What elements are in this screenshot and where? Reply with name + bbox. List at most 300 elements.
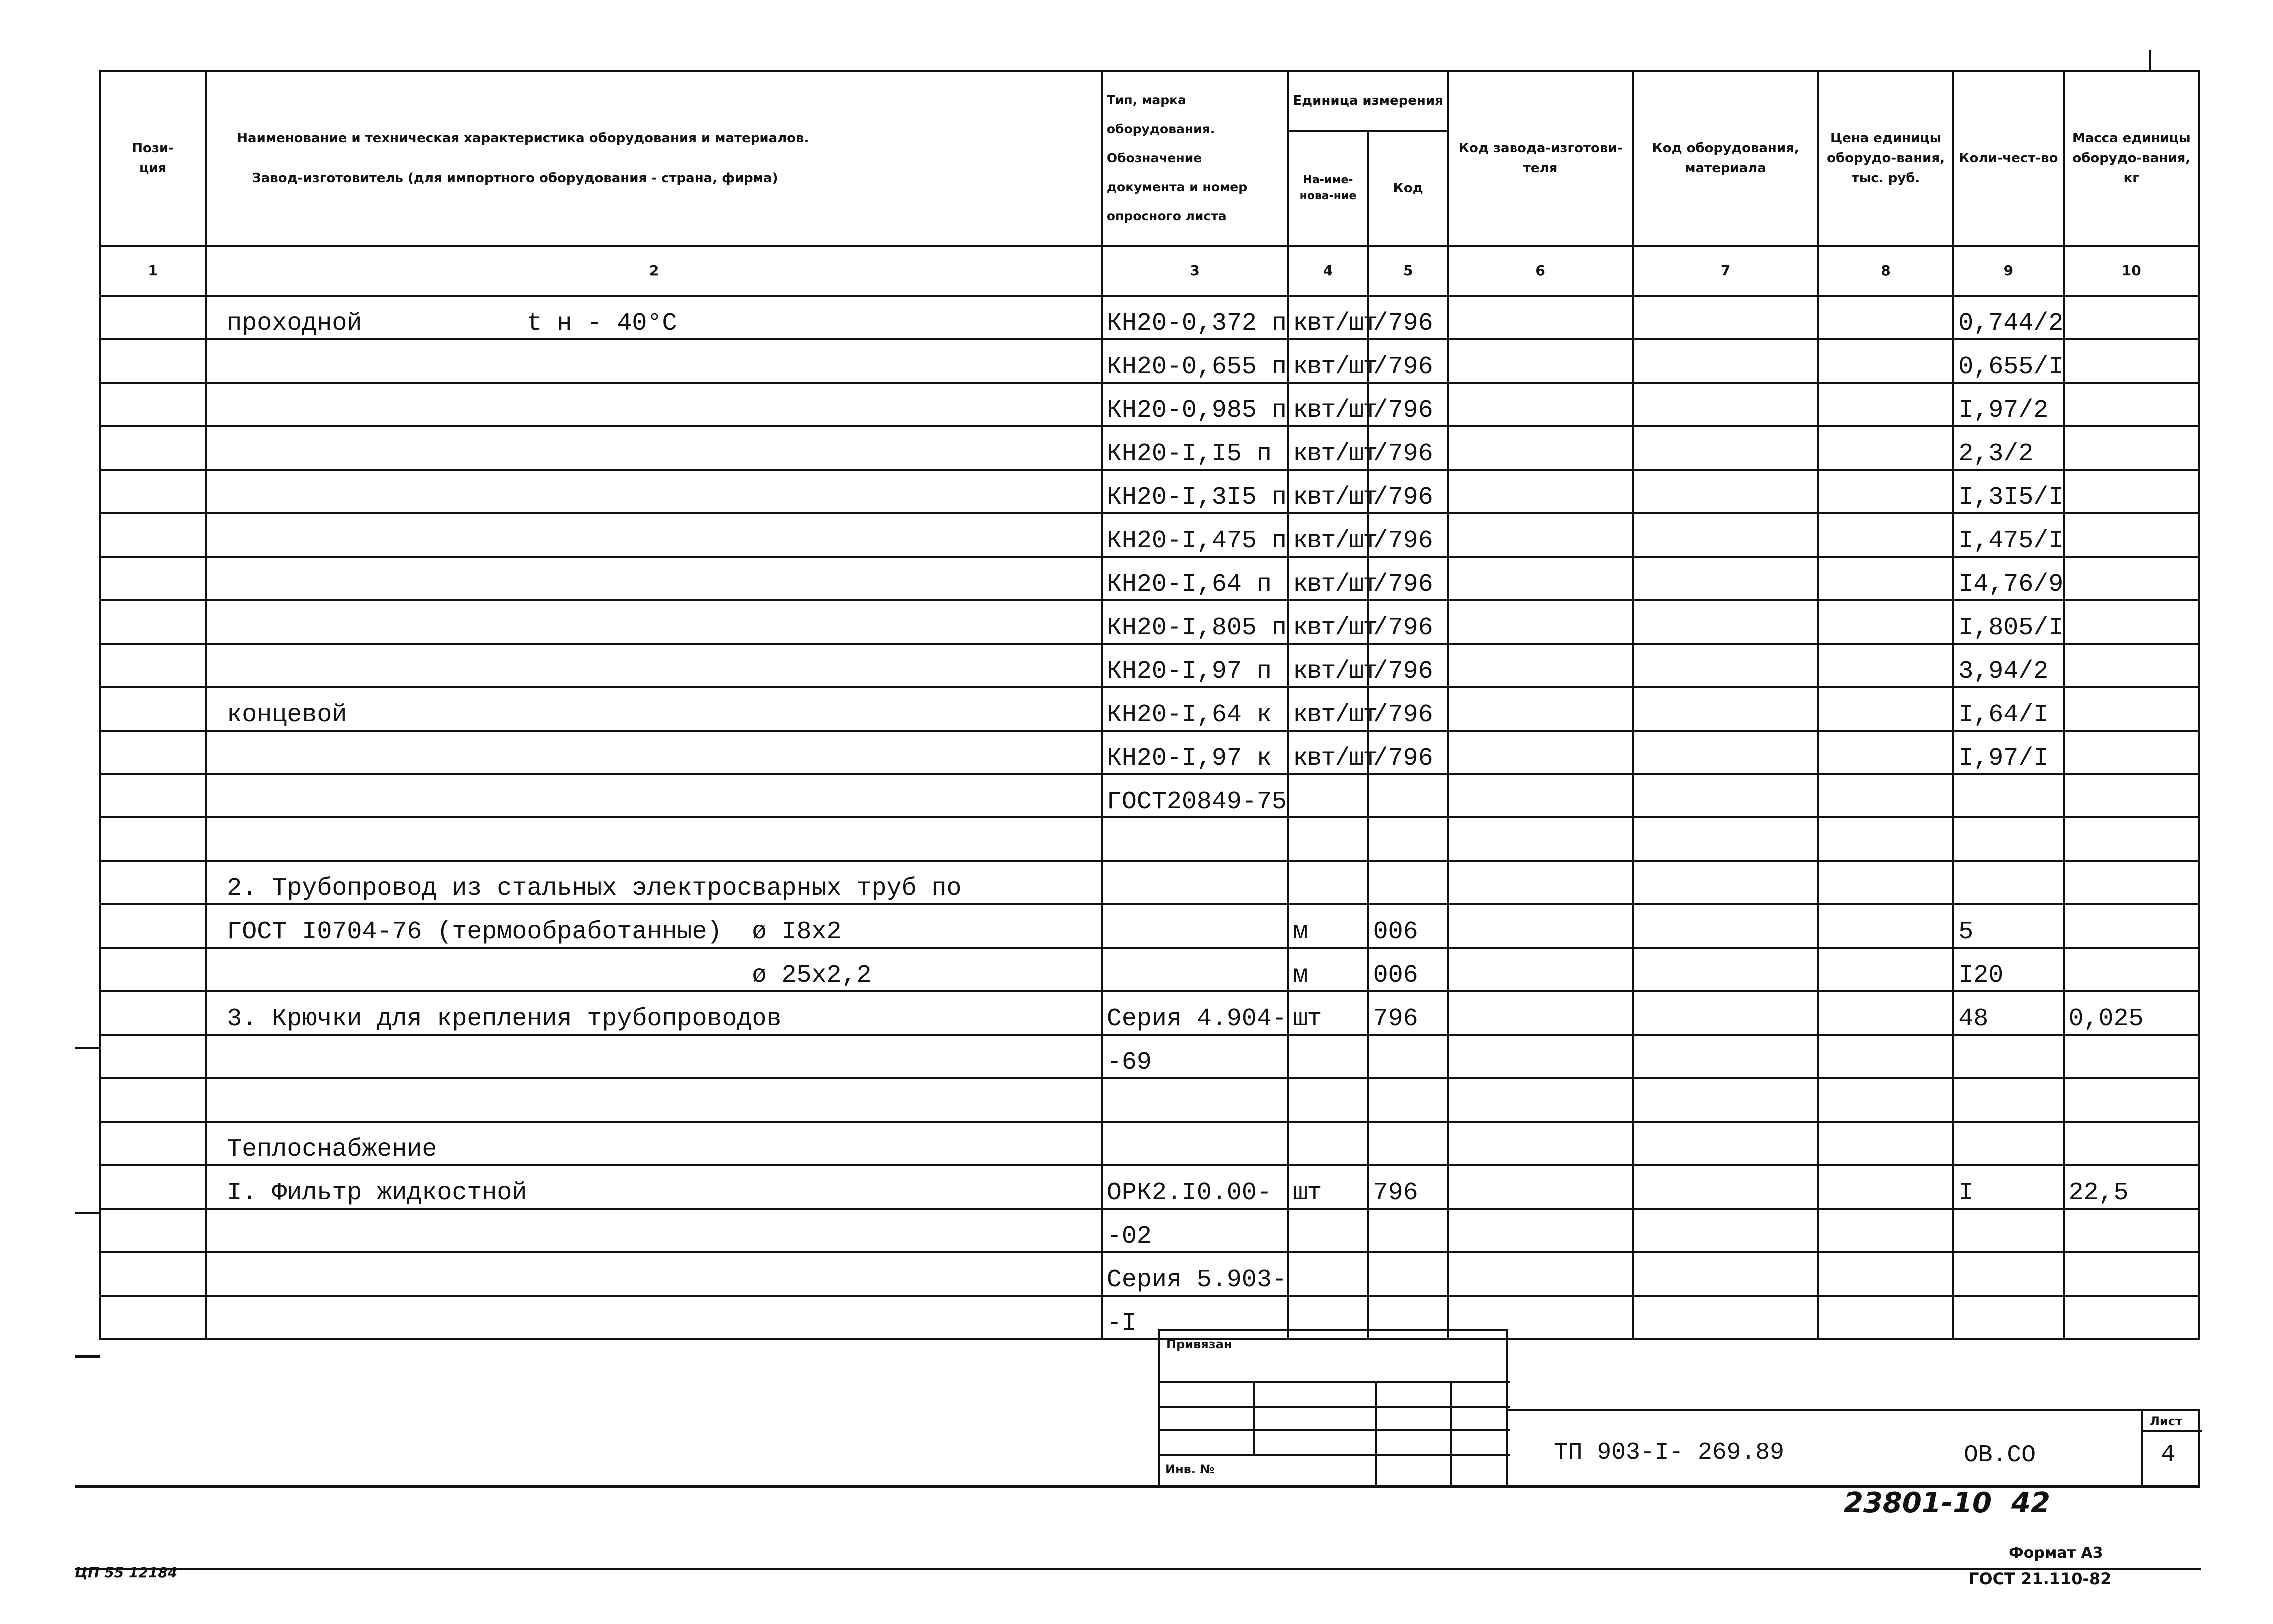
equipment-code-cell <box>1633 426 1818 470</box>
unit-cell: квт/шт <box>1288 557 1368 600</box>
type-cell <box>1102 1078 1288 1122</box>
unit-code-cell: /796 <box>1368 339 1448 383</box>
type-cell: КН20-0,372 п <box>1102 296 1288 339</box>
header-unit-code: Код <box>1368 131 1448 246</box>
equipment-code-cell <box>1633 600 1818 644</box>
quantity-cell: I4,76/9 <box>1953 557 2063 600</box>
unit-cell: квт/шт <box>1288 687 1368 731</box>
quantity-cell: 3,94/2 <box>1953 644 2063 687</box>
price-cell <box>1818 774 1953 817</box>
quantity-cell <box>1953 1252 2063 1296</box>
unit-code-cell <box>1368 1035 1448 1078</box>
mass-cell <box>2064 1209 2199 1252</box>
quantity-cell: I,475/I <box>1953 513 2063 557</box>
price-cell <box>1818 600 1953 644</box>
factory-code-cell <box>1448 731 1633 774</box>
table-row <box>100 731 2199 774</box>
side-tick <box>75 1212 100 1214</box>
stamp-line <box>1253 1381 1255 1456</box>
unit-code-cell: /796 <box>1368 296 1448 339</box>
unit-code-cell: /796 <box>1368 426 1448 470</box>
table-row <box>100 1078 2199 1122</box>
equipment-code-cell <box>1633 774 1818 817</box>
footer-line <box>75 1568 2201 1570</box>
position-cell <box>100 426 206 470</box>
type-cell: ГОСТ20849-75 <box>1102 774 1288 817</box>
header-quantity: Коли-чест-во <box>1953 71 2063 246</box>
equipment-code-cell <box>1633 1165 1818 1209</box>
name-cell <box>206 383 1102 426</box>
equipment-code-cell <box>1633 904 1818 948</box>
unit-cell: шт <box>1288 991 1368 1035</box>
stamp-line <box>1160 1454 1510 1456</box>
equipment-code-cell <box>1633 339 1818 383</box>
stamp-line <box>1375 1381 1377 1488</box>
column-number-row <box>100 246 2199 296</box>
mass-cell <box>2064 731 2199 774</box>
type-cell <box>1102 904 1288 948</box>
side-tick <box>75 1355 100 1358</box>
column-number: 4 <box>1288 246 1368 296</box>
position-cell <box>100 557 206 600</box>
position-cell <box>100 470 206 513</box>
equipment-code-cell <box>1633 1035 1818 1078</box>
corner-mark <box>2149 50 2151 70</box>
mass-cell <box>2064 1122 2199 1165</box>
factory-code-cell <box>1448 1165 1633 1209</box>
price-cell <box>1818 1209 1953 1252</box>
position-cell <box>100 948 206 991</box>
mass-cell <box>2064 1078 2199 1122</box>
sheet-box-line <box>2143 1430 2202 1432</box>
factory-code-cell <box>1448 426 1633 470</box>
quantity-cell: I20 <box>1953 948 2063 991</box>
table-row <box>100 991 2199 1035</box>
column-number: 7 <box>1633 246 1818 296</box>
sheet-number: 4 <box>2161 1441 2175 1468</box>
table-row <box>100 557 2199 600</box>
type-cell <box>1102 948 1288 991</box>
factory-code-cell <box>1448 600 1633 644</box>
name-cell <box>206 426 1102 470</box>
position-cell <box>100 1252 206 1296</box>
mass-cell <box>2064 470 2199 513</box>
name-cell: I. Фильтр жидкостной <box>206 1165 1102 1209</box>
name-cell <box>206 817 1102 861</box>
type-cell: -02 <box>1102 1209 1288 1252</box>
quantity-cell <box>1953 774 2063 817</box>
position-cell <box>100 1122 206 1165</box>
unit-cell: квт/шт <box>1288 339 1368 383</box>
equipment-code-cell <box>1633 991 1818 1035</box>
price-cell <box>1818 817 1953 861</box>
price-cell <box>1818 1122 1953 1165</box>
factory-code-cell <box>1448 513 1633 557</box>
type-cell: КН20-I,805 п <box>1102 600 1288 644</box>
quantity-cell <box>1953 817 2063 861</box>
unit-code-cell: /796 <box>1368 470 1448 513</box>
stamp-line <box>1160 1406 1510 1408</box>
unit-code-cell <box>1368 817 1448 861</box>
price-cell <box>1818 861 1953 904</box>
document-code: ТП 903-I- 269.89 <box>1554 1439 1784 1466</box>
name-cell <box>206 774 1102 817</box>
factory-code-cell <box>1448 644 1633 687</box>
position-cell <box>100 339 206 383</box>
column-number: 3 <box>1102 246 1288 296</box>
column-number: 1 <box>100 246 206 296</box>
unit-code-cell: 006 <box>1368 948 1448 991</box>
position-cell <box>100 1209 206 1252</box>
header-price: Цена единицы оборудо-вания, тыс. руб. <box>1818 71 1953 246</box>
quantity-cell <box>1953 861 2063 904</box>
price-cell <box>1818 687 1953 731</box>
name-cell: ø 25x2,2 <box>206 948 1102 991</box>
type-cell <box>1102 817 1288 861</box>
mass-cell <box>2064 1252 2199 1296</box>
stamp-line <box>1160 1381 1510 1383</box>
quantity-cell <box>1953 1296 2063 1339</box>
table-row <box>100 600 2199 644</box>
unit-cell <box>1288 1122 1368 1165</box>
unit-cell: квт/шт <box>1288 426 1368 470</box>
equipment-code-cell <box>1633 687 1818 731</box>
name-cell <box>206 557 1102 600</box>
mass-cell <box>2064 339 2199 383</box>
unit-code-cell <box>1368 1209 1448 1252</box>
mass-cell <box>2064 1296 2199 1339</box>
price-cell <box>1818 904 1953 948</box>
unit-cell <box>1288 861 1368 904</box>
position-cell <box>100 383 206 426</box>
mass-cell: 22,5 <box>2064 1165 2199 1209</box>
unit-code-cell: /796 <box>1368 687 1448 731</box>
price-cell <box>1818 513 1953 557</box>
left-margin-line <box>75 1485 105 1488</box>
unit-code-cell: 796 <box>1368 991 1448 1035</box>
factory-code-cell <box>1448 991 1633 1035</box>
equipment-code-cell <box>1633 1252 1818 1296</box>
equipment-code-cell <box>1633 948 1818 991</box>
unit-code-cell: /796 <box>1368 731 1448 774</box>
price-cell <box>1818 644 1953 687</box>
mass-cell <box>2064 1035 2199 1078</box>
unit-cell <box>1288 1035 1368 1078</box>
table-row <box>100 339 2199 383</box>
equipment-code-cell <box>1633 513 1818 557</box>
unit-code-cell <box>1368 1122 1448 1165</box>
type-cell: КН20-I,97 п <box>1102 644 1288 687</box>
factory-code-cell <box>1448 339 1633 383</box>
position-cell <box>100 1296 206 1339</box>
quantity-cell <box>1953 1078 2063 1122</box>
price-cell <box>1818 339 1953 383</box>
price-cell <box>1818 1165 1953 1209</box>
unit-code-cell: /796 <box>1368 600 1448 644</box>
position-cell <box>100 817 206 861</box>
header-type: Тип, марка оборудования. Обозначение документа и номер опросного листа <box>1102 71 1288 246</box>
stamp-line <box>1450 1381 1452 1488</box>
mass-cell <box>2064 948 2199 991</box>
type-cell: Серия 4.904- <box>1102 991 1288 1035</box>
price-cell <box>1818 296 1953 339</box>
quantity-cell: 5 <box>1953 904 2063 948</box>
equipment-code-cell <box>1633 557 1818 600</box>
mass-cell <box>2064 817 2199 861</box>
table-row <box>100 861 2199 904</box>
quantity-cell: 2,3/2 <box>1953 426 2063 470</box>
factory-code-cell <box>1448 861 1633 904</box>
equipment-code-cell <box>1633 644 1818 687</box>
column-number: 6 <box>1448 246 1633 296</box>
price-cell <box>1818 991 1953 1035</box>
equipment-code-cell <box>1633 470 1818 513</box>
name-cell <box>206 1209 1102 1252</box>
header-name-line1: Наименование и техническая характеристика оборудования и материалов. <box>237 131 809 146</box>
price-cell <box>1818 1035 1953 1078</box>
mass-cell <box>2064 687 2199 731</box>
price-cell <box>1818 1078 1953 1122</box>
type-cell: -I <box>1102 1296 1288 1339</box>
type-cell: КН20-I,64 п <box>1102 557 1288 600</box>
mass-cell <box>2064 296 2199 339</box>
table-row <box>100 948 2199 991</box>
archive-number: 23801-10 42 <box>1844 1487 2050 1519</box>
factory-code-cell <box>1448 296 1633 339</box>
mass-cell: 0,025 <box>2064 991 2199 1035</box>
quantity-cell: 48 <box>1953 991 2063 1035</box>
table-row <box>100 1122 2199 1165</box>
position-cell <box>100 1165 206 1209</box>
table-row <box>100 817 2199 861</box>
equipment-code-cell <box>1633 731 1818 774</box>
mass-cell <box>2064 644 2199 687</box>
unit-cell <box>1288 774 1368 817</box>
factory-code-cell <box>1448 774 1633 817</box>
mass-cell <box>2064 774 2199 817</box>
quantity-cell: I,64/I <box>1953 687 2063 731</box>
sheet-number-box <box>2141 1409 2200 1488</box>
type-cell: КН20-I,475 п <box>1102 513 1288 557</box>
table-row <box>100 774 2199 817</box>
table-row <box>100 1035 2199 1078</box>
table-row <box>100 1165 2199 1209</box>
position-cell <box>100 904 206 948</box>
quantity-cell <box>1953 1122 2063 1165</box>
unit-cell: квт/шт <box>1288 296 1368 339</box>
type-cell: -69 <box>1102 1035 1288 1078</box>
print-code: ЦП 55 12184 <box>75 1564 178 1581</box>
factory-code-cell <box>1448 817 1633 861</box>
name-cell <box>206 513 1102 557</box>
name-cell <box>206 339 1102 383</box>
factory-code-cell <box>1448 687 1633 731</box>
equipment-code-cell <box>1633 817 1818 861</box>
price-cell <box>1818 383 1953 426</box>
unit-code-cell: /796 <box>1368 644 1448 687</box>
table-row <box>100 687 2199 731</box>
unit-cell <box>1288 817 1368 861</box>
price-cell <box>1818 557 1953 600</box>
quantity-cell <box>1953 1209 2063 1252</box>
table-row <box>100 513 2199 557</box>
stamp-line <box>1160 1429 1510 1431</box>
position-cell <box>100 731 206 774</box>
factory-code-cell <box>1448 904 1633 948</box>
equipment-code-cell <box>1633 1209 1818 1252</box>
table-row <box>100 644 2199 687</box>
quantity-cell <box>1953 1035 2063 1078</box>
header-unit-group: Единица измерения <box>1288 71 1448 131</box>
unit-code-cell: /796 <box>1368 513 1448 557</box>
factory-code-cell <box>1448 557 1633 600</box>
table-row <box>100 1252 2199 1296</box>
factory-code-cell <box>1448 1209 1633 1252</box>
unit-cell: квт/шт <box>1288 383 1368 426</box>
position-cell <box>100 600 206 644</box>
unit-code-cell: 006 <box>1368 904 1448 948</box>
specification-table <box>99 70 2200 1340</box>
header-equipment-code: Код оборудования, материала <box>1633 71 1818 246</box>
unit-code-cell <box>1368 1252 1448 1296</box>
name-cell: 3. Крючки для крепления трубопроводов <box>206 991 1102 1035</box>
stamp-privyazan-box <box>1158 1329 1508 1488</box>
quantity-cell: I,97/I <box>1953 731 2063 774</box>
mass-cell <box>2064 426 2199 470</box>
name-cell <box>206 644 1102 687</box>
table-row <box>100 383 2199 426</box>
equipment-code-cell <box>1633 1122 1818 1165</box>
table-row <box>100 426 2199 470</box>
gost-label: ГОСТ 21.110-82 <box>1969 1569 2112 1588</box>
unit-code-cell: 796 <box>1368 1165 1448 1209</box>
position-cell <box>100 644 206 687</box>
column-number: 8 <box>1818 246 1953 296</box>
position-cell <box>100 1035 206 1078</box>
type-cell: КН20-I,64 к <box>1102 687 1288 731</box>
type-cell: КН20-I,97 к <box>1102 731 1288 774</box>
unit-code-cell <box>1368 861 1448 904</box>
header-name <box>206 71 1102 246</box>
unit-code-cell: /796 <box>1368 383 1448 426</box>
privyazan-label: Привязан <box>1166 1337 1232 1351</box>
type-cell: КН20-I,I5 п <box>1102 426 1288 470</box>
name-cell <box>206 470 1102 513</box>
price-cell <box>1818 948 1953 991</box>
position-cell <box>100 687 206 731</box>
type-cell <box>1102 1122 1288 1165</box>
mass-cell <box>2064 513 2199 557</box>
table-row <box>100 1296 2199 1339</box>
document-mark: ОВ.СО <box>1964 1442 2036 1469</box>
factory-code-cell <box>1448 470 1633 513</box>
table-row <box>100 904 2199 948</box>
table-row <box>100 1209 2199 1252</box>
name-cell: концевой <box>206 687 1102 731</box>
format-label: Формат А3 <box>2009 1544 2103 1562</box>
side-tick <box>75 1047 100 1049</box>
price-cell <box>1818 1296 1953 1339</box>
unit-code-cell <box>1368 774 1448 817</box>
table-row <box>100 296 2199 339</box>
price-cell <box>1818 731 1953 774</box>
mass-cell <box>2064 557 2199 600</box>
equipment-code-cell <box>1633 1296 1818 1339</box>
unit-cell <box>1288 1209 1368 1252</box>
type-cell: КН20-0,985 п <box>1102 383 1288 426</box>
quantity-cell: I,97/2 <box>1953 383 2063 426</box>
factory-code-cell <box>1448 1252 1633 1296</box>
position-cell <box>100 1078 206 1122</box>
unit-cell: квт/шт <box>1288 470 1368 513</box>
price-cell <box>1818 426 1953 470</box>
unit-code-cell: /796 <box>1368 557 1448 600</box>
header-name-line2: Завод-изготовитель (для импортного оборудования - страна, фирма) <box>252 171 778 186</box>
position-cell <box>100 861 206 904</box>
inv-no-label: Инв. № <box>1165 1462 1215 1476</box>
unit-cell: квт/шт <box>1288 644 1368 687</box>
factory-code-cell <box>1448 948 1633 991</box>
quantity-cell: I,3I5/I <box>1953 470 2063 513</box>
position-cell <box>100 991 206 1035</box>
equipment-code-cell <box>1633 861 1818 904</box>
mass-cell <box>2064 383 2199 426</box>
table-row <box>100 470 2199 513</box>
mass-cell <box>2064 904 2199 948</box>
header-mass: Масса единицы оборудо-вания, кг <box>2064 71 2199 246</box>
type-cell: КН20-I,3I5 п <box>1102 470 1288 513</box>
equipment-code-cell <box>1633 296 1818 339</box>
name-cell <box>206 731 1102 774</box>
factory-code-cell <box>1448 1035 1633 1078</box>
column-number: 9 <box>1953 246 2063 296</box>
name-cell <box>206 1252 1102 1296</box>
factory-code-cell <box>1448 1122 1633 1165</box>
unit-cell: м <box>1288 948 1368 991</box>
name-cell: 2. Трубопровод из стальных электросварных труб по <box>206 861 1102 904</box>
unit-cell: квт/шт <box>1288 513 1368 557</box>
position-cell <box>100 774 206 817</box>
header-factory-code: Код завода-изготови-теля <box>1448 71 1633 246</box>
name-cell <box>206 1035 1102 1078</box>
header-position: Пози- ция <box>100 71 206 246</box>
name-cell <box>206 1078 1102 1122</box>
unit-cell <box>1288 1078 1368 1122</box>
quantity-cell: 0,655/I <box>1953 339 2063 383</box>
unit-code-cell <box>1368 1078 1448 1122</box>
factory-code-cell <box>1448 383 1633 426</box>
quantity-cell: I <box>1953 1165 2063 1209</box>
price-cell <box>1818 470 1953 513</box>
name-cell: проходной t н - 40°C <box>206 296 1102 339</box>
sheet-label: Лист <box>2150 1414 2182 1428</box>
type-cell: КН20-0,655 п <box>1102 339 1288 383</box>
equipment-code-cell <box>1633 383 1818 426</box>
name-cell: Теплоснабжение <box>206 1122 1102 1165</box>
unit-cell <box>1288 1252 1368 1296</box>
name-cell <box>206 1296 1102 1339</box>
column-number: 2 <box>206 246 1102 296</box>
quantity-cell: 0,744/2 <box>1953 296 2063 339</box>
column-number: 10 <box>2064 246 2199 296</box>
factory-code-cell <box>1448 1078 1633 1122</box>
type-cell: ОРК2.I0.00- <box>1102 1165 1288 1209</box>
equipment-code-cell <box>1633 1078 1818 1122</box>
position-cell <box>100 296 206 339</box>
type-cell <box>1102 861 1288 904</box>
name-cell: ГОСТ I0704-76 (термообработанные) ø I8x2 <box>206 904 1102 948</box>
type-cell: Серия 5.903- <box>1102 1252 1288 1296</box>
